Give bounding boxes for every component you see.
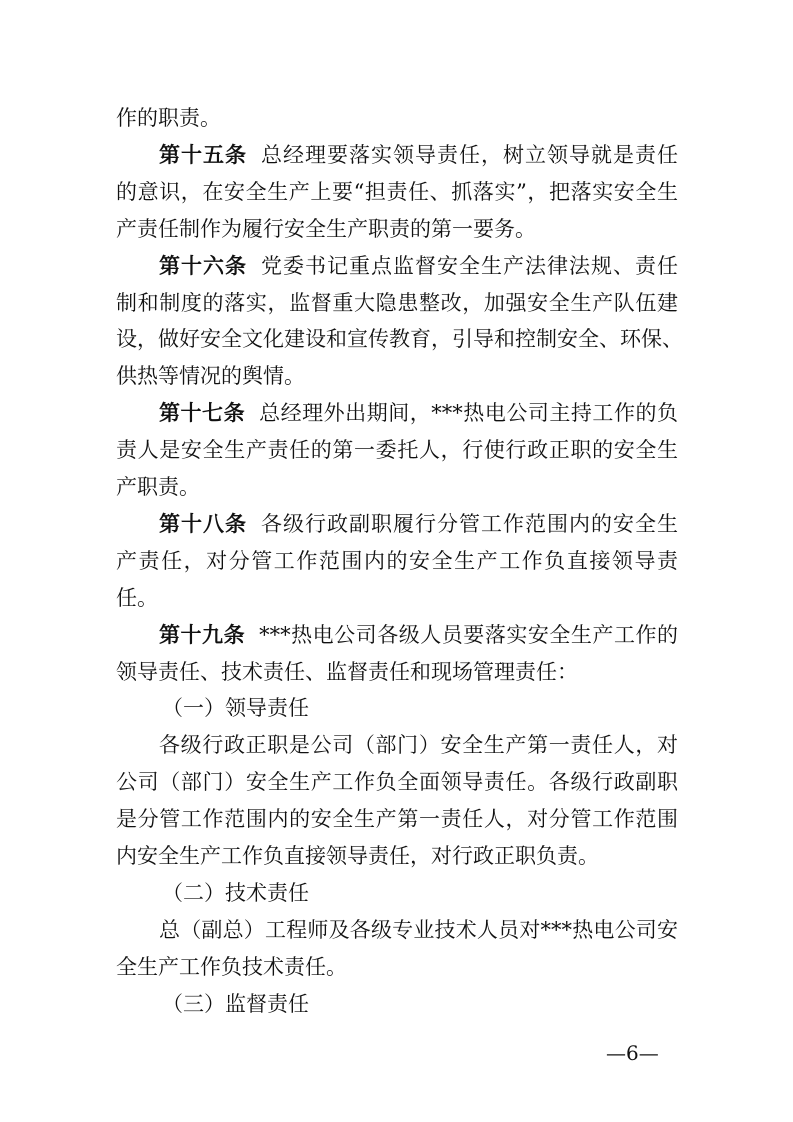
line-text: 产职责。 xyxy=(116,475,200,499)
text-line xyxy=(116,324,683,354)
line-text: 总（副总）工程师及各级专业技术人员对***热电公司安 xyxy=(159,917,678,942)
text-line xyxy=(159,730,678,760)
line-text: 全生产工作负技术责任。 xyxy=(116,954,347,979)
text-line xyxy=(162,878,724,908)
text-line xyxy=(159,915,678,945)
text-line xyxy=(116,804,678,834)
line-text: 设，做好安全文化建设和宣传教育，引导和控制安全、环保、 xyxy=(116,327,683,352)
article-heading: 第十九条 xyxy=(159,622,246,647)
line-text: 供热等情况的舆情。 xyxy=(116,364,305,389)
line-text: （三）监督责任 xyxy=(162,991,309,1016)
text-line xyxy=(116,214,678,244)
text-line xyxy=(116,583,678,613)
article-line xyxy=(159,251,678,281)
line-text: ***热电公司各级人员要落实安全生产工作的 xyxy=(259,622,679,647)
line-text: 是分管工作范围内的安全生产第一责任人，对分管工作范围 xyxy=(116,807,678,832)
text-line xyxy=(116,952,678,982)
text-line xyxy=(116,472,678,502)
line-text: 内安全生产工作负直接领导责任，对行政正职负责。 xyxy=(116,844,599,868)
line-text: 公司（部门）安全生产工作负全面领导责任。各级行政副职 xyxy=(116,770,678,795)
text-line xyxy=(162,989,724,1019)
line-text: 各级行政正职是公司（部门）安全生产第一责任人，对 xyxy=(159,733,678,758)
line-text: 责人是安全生产责任的第一委托人，行使行政正职的安全生 xyxy=(116,438,678,463)
text-line xyxy=(116,103,678,133)
page-number: —6— xyxy=(606,1041,659,1065)
article-line xyxy=(159,398,678,428)
article-heading: 第十八条 xyxy=(159,511,247,536)
line-text: 总经理外出期间，***热电公司主持工作的负 xyxy=(259,401,679,426)
text-line xyxy=(116,288,678,318)
line-text: 领导责任、技术责任、监督责任和现场管理责任： xyxy=(116,659,578,684)
line-text: 各级行政副职履行分管工作范围内的安全生 xyxy=(261,511,678,536)
article-line xyxy=(159,620,678,650)
line-text: （二）技术责任 xyxy=(162,880,309,905)
article-line xyxy=(159,509,678,539)
article-heading: 第十七条 xyxy=(159,401,246,426)
article-line xyxy=(159,140,678,170)
text-line xyxy=(162,693,724,723)
line-text: 党委书记重点监督安全生产法律法规、责任 xyxy=(261,253,678,278)
line-text: 的意识，在安全生产上要“担责任、抓落实”，把落实安全生 xyxy=(116,179,678,204)
text-line xyxy=(116,657,678,687)
article-heading: 第十六条 xyxy=(159,253,247,278)
article-heading: 第十五条 xyxy=(159,142,247,167)
text-line xyxy=(116,767,678,797)
text-line xyxy=(116,841,678,871)
line-text: 作的职责。 xyxy=(116,106,221,130)
line-text: 任。 xyxy=(116,585,158,610)
line-text: 产责任，对分管工作范围内的安全生产工作负直接领导责 xyxy=(116,548,678,573)
line-text: 产责任制作为履行安全生产职责的第一要务。 xyxy=(116,216,536,241)
text-line xyxy=(116,361,678,391)
line-text: 总经理要落实领导责任，树立领导就是责任 xyxy=(261,142,678,167)
line-text: 制和制度的落实，监督重大隐患整改，加强安全生产队伍建 xyxy=(116,290,678,315)
line-text: （一）领导责任 xyxy=(162,696,309,721)
text-line xyxy=(116,435,678,465)
text-line xyxy=(116,546,678,576)
text-line xyxy=(116,177,678,207)
